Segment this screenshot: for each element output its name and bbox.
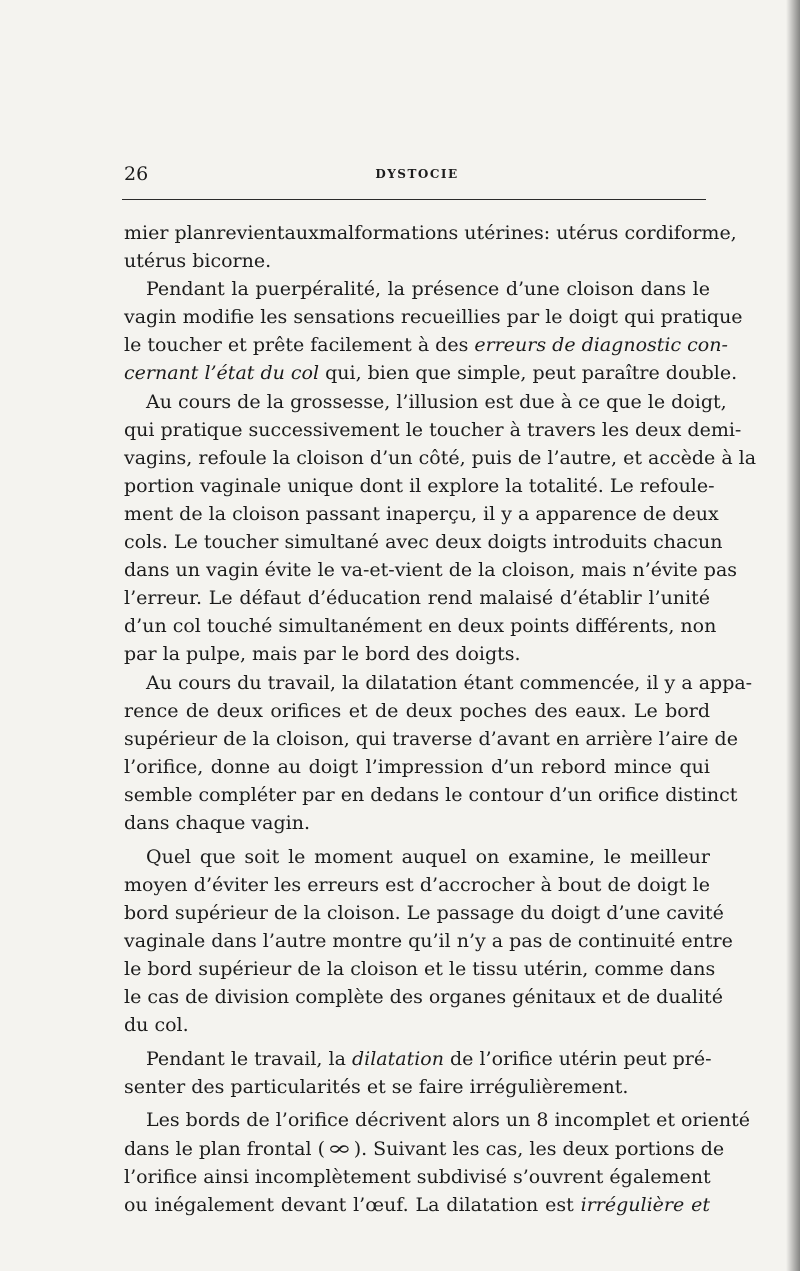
text-run: ou inégalement devant l’œuf. La dilatation est — [124, 1193, 581, 1216]
italic-text: dilatation — [351, 1047, 444, 1070]
text-line — [124, 331, 728, 359]
text-line: cols. Le toucher simultané avec deux doigts introduits chacun — [124, 531, 723, 554]
text-line: l’erreur. Le défaut d’éducation rend malaisé d’établir l’unité — [124, 587, 710, 610]
text-line: le bord supérieur de la cloison et le tissu utérin, comme dans — [124, 957, 716, 980]
paragraph — [124, 843, 733, 1040]
text-line: vagin modifie les sensations recueillies par le doigt qui pratique — [124, 306, 743, 329]
text-line: vagins, refoule la cloison d’un côté, puis de l’autre, et accède à la — [124, 446, 757, 469]
text-run: dans le plan frontal ( — [124, 1137, 326, 1160]
text-line: du col. — [124, 1014, 189, 1037]
italic-text: erreurs de diagnostic con- — [474, 334, 728, 357]
text-line: dans chaque vagin. — [124, 811, 310, 834]
italic-text: irrégulière et — [580, 1193, 710, 1216]
paragraph — [124, 669, 753, 838]
text-run: de l’orifice utérin peut pré- — [443, 1047, 712, 1070]
text-line: l’orifice, donne au doigt l’impression d’un rebord mince qui — [124, 755, 710, 778]
text-line: Quel que soit le moment auquel on examine, le meilleur — [146, 845, 710, 868]
paragraph — [124, 1106, 750, 1218]
text-line: vaginale dans l’autre montre qu’il n’y a pas de continuité entre — [124, 929, 733, 952]
text-line: dans un vagin évite le va-et-vient de la cloison, mais n’évite pas — [124, 559, 738, 582]
header-rule — [122, 199, 706, 200]
text-line: par la pulpe, mais par le bord des doigts. — [124, 643, 521, 666]
text-line: mier planrevientauxmalformations utérines: utérus cordiforme, — [124, 222, 737, 244]
text-line: semble compléter par en dedans le contour d’un orifice distinct — [124, 783, 738, 806]
text-line: senter des particularités et se faire irrégulièrement. — [124, 1075, 629, 1098]
italic-text: cernant l’état du col — [124, 362, 320, 385]
page-edge-shadow — [786, 0, 800, 1271]
text-line: bord supérieur de la cloison. Le passage du doigt d’une cavité — [124, 901, 724, 924]
paragraph — [124, 388, 757, 669]
text-line — [124, 359, 738, 387]
running-title: DYSTOCIE — [375, 167, 459, 181]
text-line — [124, 1135, 725, 1163]
text-line: Les bords de l’orifice décrivent alors un 8 incomplet et orienté — [146, 1109, 750, 1132]
text-line: rence de deux orifices et de deux poches des eaux. Le bord — [124, 699, 710, 722]
text-run: Pendant le travail, la — [146, 1047, 352, 1070]
text-run: ). Suivant les cas, les deux portions de — [353, 1137, 725, 1160]
text-line: moyen d’éviter les erreurs est d’accrocher à bout de doigt le — [124, 873, 710, 896]
text-line: ment de la cloison passant inaperçu, il y a apparence de deux — [124, 502, 719, 525]
text-line: Pendant la puerpéralité, la présence d’une cloison dans le — [146, 278, 710, 301]
paragraph — [124, 219, 737, 275]
text-line: utérus bicorne. — [124, 250, 272, 273]
body-text — [124, 219, 757, 1219]
text-line: portion vaginale unique dont il explore la totalité. Le refoule- — [124, 474, 715, 497]
text-run: le toucher et prête facilement à des — [124, 334, 475, 357]
text-line: Au cours de la grossesse, l’illusion est due à ce que le doigt, — [146, 390, 727, 413]
paragraph — [124, 1045, 710, 1101]
page-header — [124, 163, 710, 191]
text-line — [124, 1191, 710, 1219]
text-run: qui, bien que simple, peut paraître double. — [319, 362, 738, 385]
paragraph — [124, 275, 743, 387]
text-line: Au cours du travail, la dilatation étant commencée, il y a appa- — [146, 671, 753, 694]
page-number: 26 — [124, 163, 149, 185]
text-line: d’un col touché simultanément en deux points différents, non — [124, 615, 717, 638]
text-line: le cas de division complète des organes génitaux et de dualité — [124, 986, 723, 1009]
text-line: qui pratique successivement le toucher à travers les deux demi- — [124, 418, 742, 441]
text-line: l’orifice ainsi incomplètement subdivisé s’ouvrent également — [124, 1165, 711, 1188]
infinity-symbol: ∞ — [326, 1135, 352, 1160]
text-line — [124, 1045, 710, 1073]
text-line: supérieur de la cloison, qui traverse d’avant en arrière l’aire de — [124, 727, 738, 750]
